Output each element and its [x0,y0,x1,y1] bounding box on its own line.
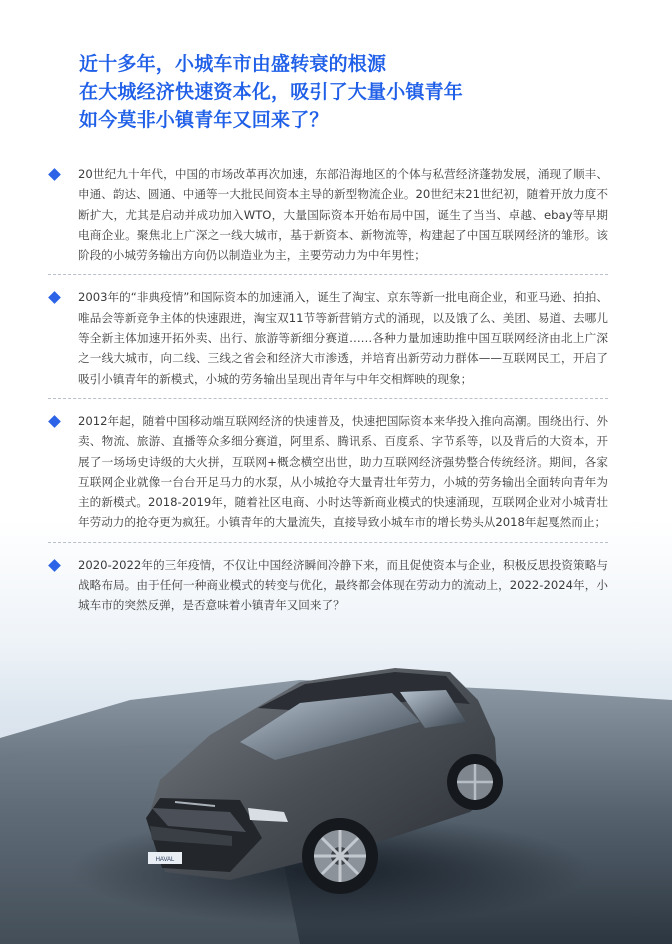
page-heading [79,50,639,134]
paragraph-text: 2003年的“非典疫情”和国际资本的加速涌入，诞生了淘宝、京东等新一批电商企业，和亚马逊、拍拍、唯品会等新竞争主体的快速跟进，淘宝双11节等新营销方式的涌现，以及饿了么、美团、易道、去哪儿等全新主体加速开拓外卖、出行、旅游等新细分赛道……各种力量加速助推中国互联网经济由北上广深之一线大城市，向二线、三线之省会和经济大市渗透，并培育出新劳动力群体——互联网民工，开启了吸引小镇青年的新模式，小城的劳务输出呈现出青年与中年交相辉映的现象； [78,290,608,386]
paragraph-item [48,287,608,388]
diamond-bullet-icon [48,168,61,181]
paragraph-list [48,164,608,616]
dashed-divider [48,274,608,275]
diamond-bullet-icon [48,415,61,428]
paragraph-text: 2020-2022年的三年疫情，不仅让中国经济瞬间冷静下来，而且促使资本与企业，积极反思投资策略与战略布局。由于任何一种商业模式的转变与优化，最终都会体现在劳动力的流动上，2022-2024年，小城车市的突然反弹，是否意味着小镇青年又回来了？ [78,557,608,613]
svg-text:HAVAL: HAVAL [155,857,175,863]
diamond-bullet-icon [48,292,61,305]
heading-line-3: 如今莫非小镇青年又回来了？ [79,109,329,131]
dashed-divider [48,542,608,543]
paragraph-item [48,164,608,265]
diamond-bullet-icon [48,559,61,572]
heading-line-2: 在大城经济快速资本化，吸引了大量小镇青年 [79,81,464,103]
paragraph-text: 20世纪九十年代，中国的市场改革再次加速，东部沿海地区的个体与私营经济蓬勃发展，涌现了顺丰、申通、韵达、圆通、中通等一大批民间资本主导的新型物流企业。20世纪末21世纪初，随着开放力度不断扩大，尤其是启动并成功加入WTO，大量国际资本开始布局中国，诞生了当当、卓越、ebay等早期电商企业。聚焦北上广深之一线大城市，基于新资本、新物流等，构建起了中国互联网经济的雏形。该阶段的小城劳务输出方向仍以制造业为主，主要劳动力为中年男性； [78,167,608,263]
paragraph-text: 2012年起，随着中国移动端互联网经济的快速普及，快速把国际资本来华投入推向高潮。围绕出行、外卖、物流、旅游、直播等众多细分赛道，阿里系、腾讯系、百度系、字节系等，以及背后的大资本，开展了一场场史诗级的大火拼，互联网+概念横空出世，助力互联网经济强势整合传统经济。期间，各家互联网企业就像一台台开足马力的水泵，从小城抢夺大量青壮年劳力，小城的劳务输出全面转向青年为主的新模式。2018-2019年，随着社区电商、小时达等新商业模式的快速涌现，互联网企业对小城青壮年劳动力的抢夺更为疯狂。小镇青年的大量流失，直接导致小城车市的增长势头从2018年起戛然而止； [78,413,608,530]
paragraph-item [48,555,608,616]
paragraph-item [48,411,608,533]
heading-line-1: 近十多年，小城车市由盛转衰的根源 [79,53,387,75]
dashed-divider [48,398,608,399]
